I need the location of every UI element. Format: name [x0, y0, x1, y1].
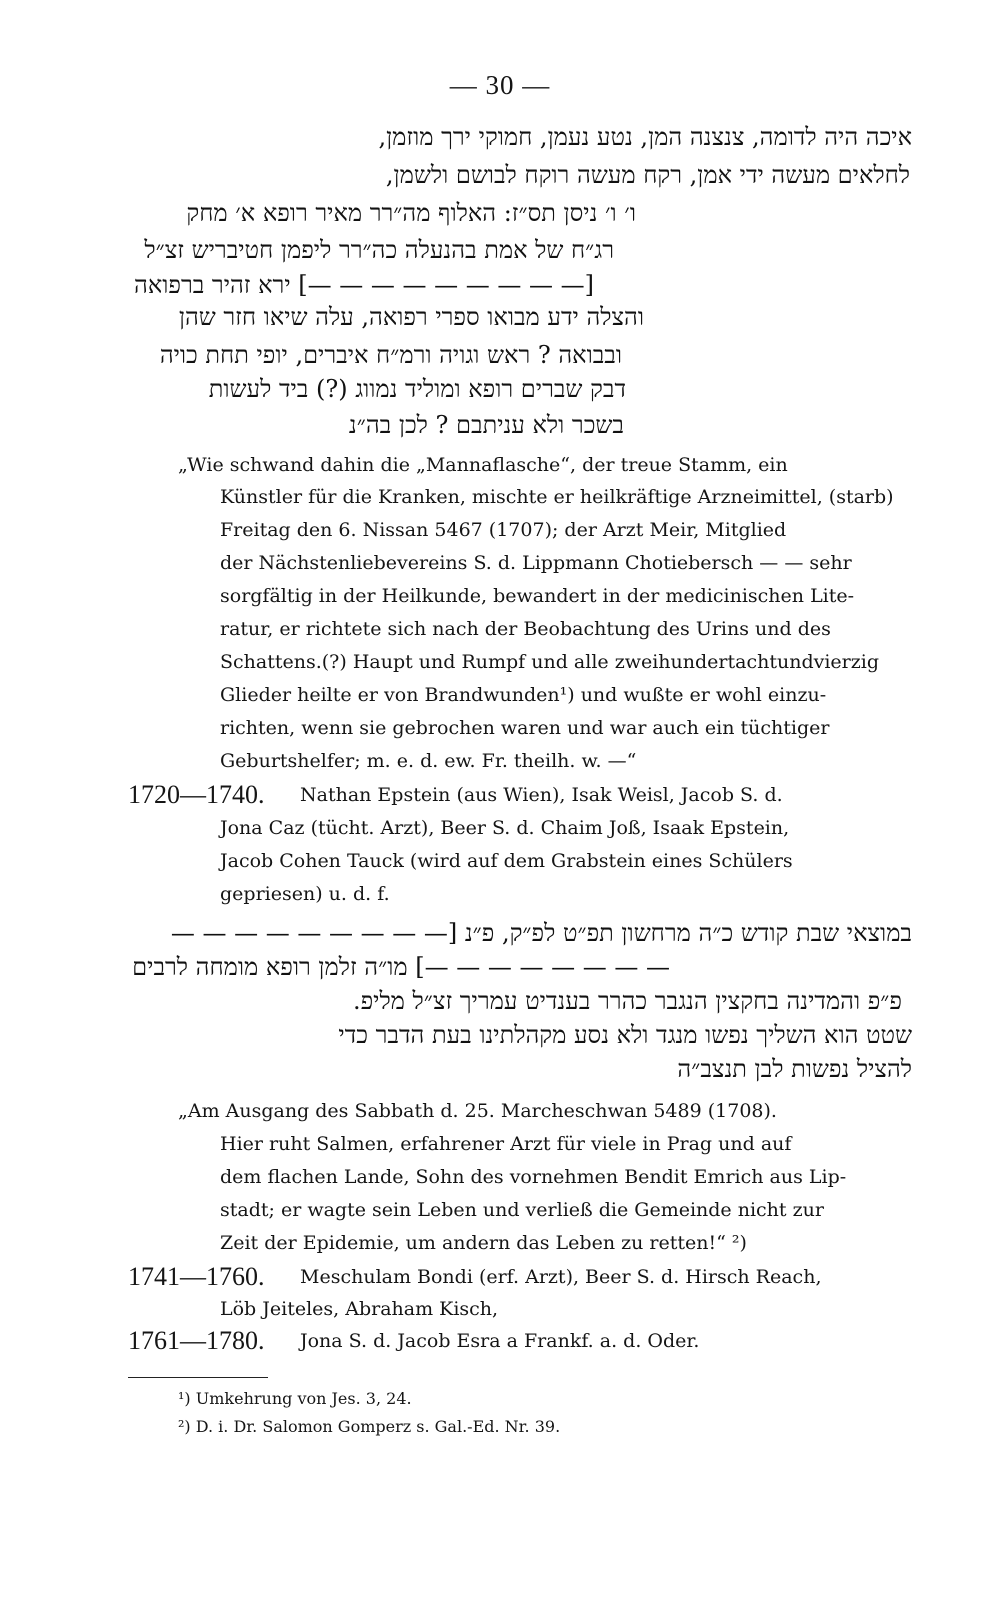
- hebrew-line: במוצאי שבת קודש כ״ה מרחשון תפ״ט לפ״ק, פ״נ [— — — — — — — — —: [170, 919, 912, 947]
- hebrew-line: דבק שברים רופא ומוליד נמווג (?) ביד לעשות: [208, 375, 626, 403]
- entry-date: 1761—1780.: [128, 1326, 265, 1355]
- german-line: stadt; er wagte sein Leben und verließ die Gemeinde nicht zur: [220, 1199, 824, 1221]
- german-line: dem flachen Lande, Sohn des vornehmen Bendit Emrich aus Lip-: [220, 1166, 847, 1188]
- entry-line: Jona Caz (tücht. Arzt), Beer S. d. Chaim Joß, Isaak Epstein,: [220, 817, 790, 839]
- hebrew-line: ו׳ ו׳ ניסן תס״ז: האלוף מה״רר מאיר רופא א׳ מחק: [186, 199, 636, 227]
- hebrew-line: פ״פ והמדינה בחקצין הנגבר כהרר בענדיט עמריך זצ״ל מליפ.: [352, 987, 902, 1015]
- german-line: Künstler für die Kranken, mischte er heilkräftige Arzneimittel, (starb): [220, 486, 894, 508]
- german-line: der Nächstenliebevereins S. d. Lippmann Chotiebersch — — sehr: [220, 552, 852, 574]
- hebrew-line: לחלאים מעשה ידי אמן, רקח מעשה רוקח לבושם ולשמן,: [385, 161, 910, 189]
- entry-date: 1720—1740.: [128, 780, 265, 809]
- entry-line: Löb Jeiteles, Abraham Kisch,: [220, 1298, 499, 1320]
- german-line: „Am Ausgang des Sabbath d. 25. Marcheschwan 5489 (1708).: [178, 1100, 777, 1122]
- footnote: ¹) Umkehrung von Jes. 3, 24.: [178, 1389, 412, 1408]
- hebrew-line: — — — — — — — —] מו״ה זלמן רופא מומחה לרבים: [132, 953, 670, 981]
- page-number: — 30 —: [449, 70, 551, 100]
- entry-line: Nathan Epstein (aus Wien), Isak Weisl, Jacob S. d.: [300, 784, 783, 806]
- entry-line: Jacob Cohen Tauck (wird auf dem Grabstein eines Schülers: [220, 850, 793, 872]
- hebrew-line: שטט הוא השליך נפשו מנגד ולא נסע מקהלתינו בעת הדבר כדי: [338, 1021, 912, 1049]
- german-line: Freitag den 6. Nissan 5467 (1707); der Arzt Meir, Mitglied: [220, 519, 787, 541]
- entry-line: gepriesen) u. d. f.: [220, 883, 390, 905]
- hebrew-line: [— — — — — — — — —] ירא זהיר ברפואה: [134, 271, 594, 299]
- german-line: ratur, er richtete sich nach der Beobachtung des Urins und des: [220, 618, 831, 640]
- german-line: richten, wenn sie gebrochen waren und war auch ein tüchtiger: [220, 717, 830, 739]
- entry-date: 1741—1760.: [128, 1262, 265, 1291]
- german-line: Geburtshelfer; m. e. d. ew. Fr. theilh. w. —“: [220, 750, 637, 772]
- german-line: Schattens.(?) Haupt und Rumpf und alle zweihundertachtundvierzig: [220, 651, 879, 673]
- hebrew-line: רג״ח של אמת בהנעלה כה״רר ליפמן חטיבריש זצ״ל: [144, 236, 614, 264]
- hebrew-line: איכה היה לדומה, צנצנה המן, נטע נעמן, חמוקי ירך מוזמן,: [378, 123, 912, 151]
- hebrew-line: להציל נפשות לבן תנצב״ה: [677, 1055, 912, 1083]
- hebrew-line: והצלה ידע מבואו ספרי רפואה, עלה שיאו חזר שהן: [178, 303, 644, 331]
- german-line: sorgfältig in der Heilkunde, bewandert in der medicinischen Lite-: [220, 585, 855, 607]
- footnote: ²) D. i. Dr. Salomon Gomperz s. Gal.-Ed. Nr. 39.: [178, 1417, 561, 1436]
- hebrew-line: בשכר ולא עניתבם ? לכן בה״נ: [348, 411, 624, 439]
- german-line: Hier ruht Salmen, erfahrener Arzt für viele in Prag und auf: [220, 1133, 792, 1155]
- hebrew-line: ובבואה ? ראש וגויה ורמ״ח איברים, יופי תחת כויה: [159, 341, 622, 369]
- entry-line: Meschulam Bondi (erf. Arzt), Beer S. d. Hirsch Reach,: [300, 1266, 822, 1288]
- footnote-rule: [128, 1377, 268, 1378]
- entry-line: Jona S. d. Jacob Esra a Frankf. a. d. Oder.: [300, 1330, 700, 1352]
- german-line: Zeit der Epidemie, um andern das Leben zu retten!“ ²): [220, 1232, 747, 1254]
- german-line: Glieder heilte er von Brandwunden¹) und wußte er wohl einzu-: [220, 684, 827, 706]
- german-line: „Wie schwand dahin die „Mannaflasche“, der treue Stamm, ein: [178, 454, 788, 476]
